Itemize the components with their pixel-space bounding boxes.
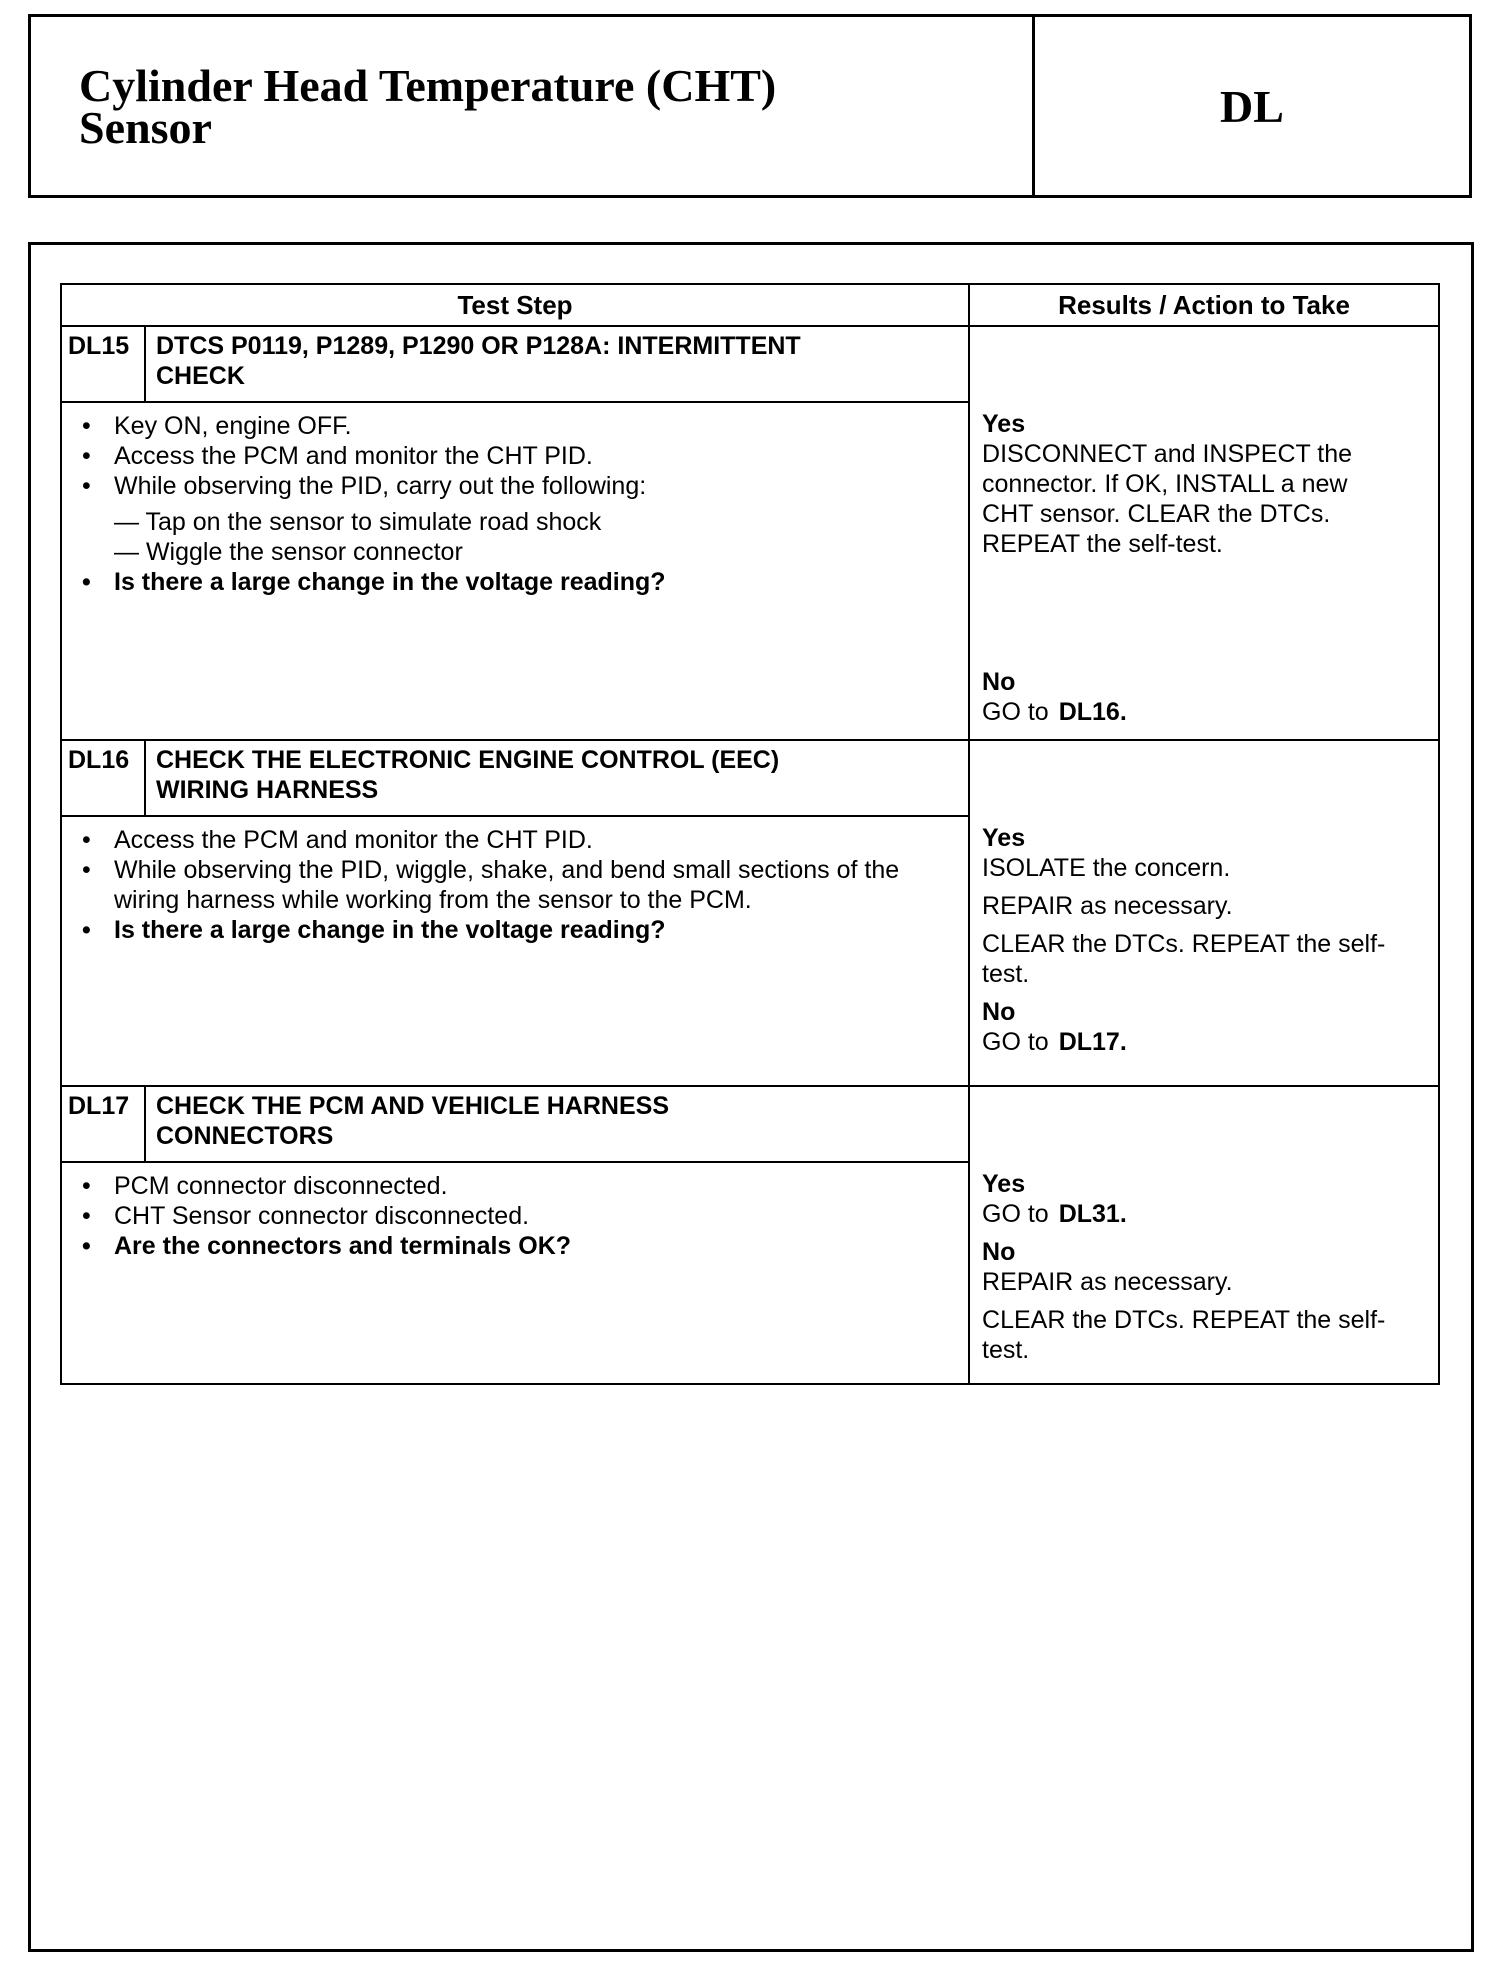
goto-text: GO to — [982, 698, 1049, 726]
goto-text: GO to — [982, 1028, 1049, 1056]
list-item: • While observing the PID, wiggle, shake, and bend small sections of the wiring harness while working from the sensor to the PCM. — [74, 855, 958, 915]
goto-text: GO to — [982, 1200, 1049, 1228]
step-question: • Is there a large change in the voltage reading? — [74, 567, 958, 597]
table-header-row — [61, 284, 1439, 326]
step-title-row — [61, 740, 1439, 816]
step-body — [61, 402, 969, 740]
result-yes-label: Yes — [982, 1170, 1026, 1198]
result-no-label: No — [982, 998, 1016, 1026]
step-title-line: DTCS P0119, P1289, P1290 OR P128A: INTERMITTENT — [156, 332, 801, 360]
page-title — [31, 17, 1035, 195]
step-body — [61, 1162, 969, 1384]
step-title-row — [61, 326, 1439, 402]
result-line: REPAIR as necessary. — [982, 892, 1233, 920]
result-no-goto — [982, 1027, 1428, 1057]
list-item: • Key ON, engine OFF. — [74, 411, 958, 441]
result-line: CLEAR the DTCs. REPEAT the self-test. — [982, 930, 1386, 988]
step-title-row — [61, 1086, 1439, 1162]
step-id: DL15 — [61, 326, 145, 402]
step-results — [969, 326, 1439, 740]
result-no-label: No — [982, 1238, 1016, 1266]
sub-item: — Wiggle the sensor connector — [114, 538, 463, 566]
result-line: REPAIR as necessary. — [982, 1268, 1233, 1296]
result-line: CHT sensor. CLEAR the DTCs. — [982, 500, 1331, 528]
goto-target: DL31. — [1058, 1200, 1127, 1228]
step-title-line: CHECK — [156, 362, 245, 390]
step-title-line: CONNECTORS — [156, 1122, 334, 1150]
list-item: • While observing the PID, carry out the following: — [74, 471, 958, 501]
result-line: ISOLATE the concern. — [982, 854, 1231, 882]
goto-target: DL17. — [1058, 1028, 1127, 1056]
step-id: DL16 — [61, 740, 145, 816]
step-body — [61, 816, 969, 1086]
step-question: • Are the connectors and terminals OK? — [74, 1231, 958, 1261]
col-header-results: Results / Action to Take — [969, 284, 1439, 326]
goto-target: DL16. — [1058, 698, 1127, 726]
result-yes-label: Yes — [982, 824, 1026, 852]
result-yes-goto — [982, 1199, 1428, 1229]
result-line: DISCONNECT and INSPECT the — [982, 440, 1353, 468]
col-header-test-step: Test Step — [61, 284, 969, 326]
result-line: CLEAR the DTCs. REPEAT the self-test. — [982, 1306, 1386, 1364]
step-title-line: WIRING HARNESS — [156, 776, 379, 804]
list-item: • Access the PCM and monitor the CHT PID. — [74, 441, 958, 471]
result-no-goto — [982, 697, 1428, 727]
result-yes-text — [982, 439, 1428, 559]
step-title-line: CHECK THE ELECTRONIC ENGINE CONTROL (EEC) — [156, 746, 780, 774]
step-title — [145, 740, 969, 816]
step-results — [969, 740, 1439, 1086]
result-yes-label: Yes — [982, 410, 1026, 438]
step-title-line: CHECK THE PCM AND VEHICLE HARNESS — [156, 1092, 670, 1120]
page-title-line1: Cylinder Head Temperature (CHT) — [79, 60, 777, 111]
step-results — [969, 1086, 1439, 1384]
page-header — [28, 14, 1472, 198]
section-code: DL — [1220, 80, 1284, 132]
list-item: • Access the PCM and monitor the CHT PID. — [74, 825, 958, 855]
step-id: DL17 — [61, 1086, 145, 1162]
step-title — [145, 1086, 969, 1162]
result-line: connector. If OK, INSTALL a new — [982, 470, 1348, 498]
sub-item: — Tap on the sensor to simulate road shock — [114, 508, 602, 536]
step-question: • Is there a large change in the voltage reading? — [74, 915, 958, 945]
list-item: • CHT Sensor connector disconnected. — [74, 1201, 958, 1231]
list-item: • PCM connector disconnected. — [74, 1171, 958, 1201]
test-step-table — [60, 283, 1440, 1385]
page-title-line2: Sensor — [79, 102, 212, 153]
result-line: REPEAT the self-test. — [982, 530, 1223, 558]
result-no-label: No — [982, 668, 1016, 696]
step-title — [145, 326, 969, 402]
